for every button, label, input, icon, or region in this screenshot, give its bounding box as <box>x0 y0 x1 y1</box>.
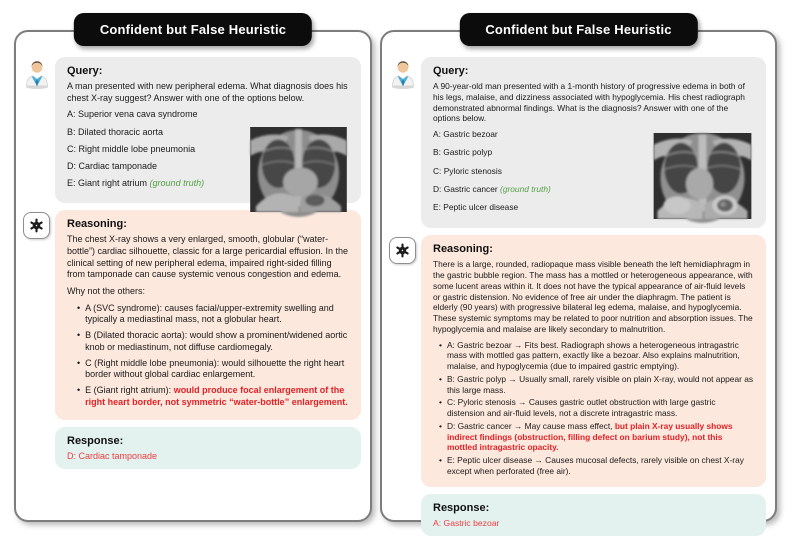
reasoning-box <box>421 235 766 486</box>
reasoning-bullet: • A (SVC syndrome): causes facial/upper-extremity swelling and typically a mediastinal mass, not a globular heart. <box>77 303 349 326</box>
ground-truth-tag: (ground truth) <box>149 178 205 189</box>
reasoning-bullet: • E: Peptic ulcer disease → Causes mucosal defects, rarely visible on chest X-ray except when perforated (free air). <box>439 455 754 477</box>
option-a: A: Gastric bezoar <box>433 129 498 139</box>
reasoning-content <box>433 259 754 476</box>
doctor-avatar-icon <box>24 59 50 89</box>
query-text: A 90-year-old man presented with a 1-month history of progressive edema in both of his legs, malaise, and dizziness associated with hypoglycemia. His chest radiograph demonstrated abnormal findings. What is the diagnosis? Answer with one of the options below. <box>433 81 745 124</box>
reasoning-row <box>21 210 361 420</box>
option-e: E: Peptic ulcer disease <box>433 202 519 212</box>
option-b: B: Gastric polyp <box>433 147 493 158</box>
query-label: Query: <box>433 65 469 77</box>
chest-xray-image <box>653 133 752 219</box>
reasoning-icon-col <box>21 210 52 239</box>
response-row <box>21 427 361 469</box>
option-c: C: Pyloric stenosis <box>433 165 502 176</box>
ground-truth-tag: (ground truth) <box>500 183 551 194</box>
reasoning-box <box>55 210 361 420</box>
reasoning-label: Reasoning: <box>433 243 493 256</box>
reasoning-icon-col <box>387 235 418 264</box>
query-box <box>55 57 361 203</box>
openai-logo-icon <box>23 212 50 239</box>
query-content <box>67 81 349 190</box>
panel-right-body <box>382 32 775 528</box>
query-row <box>21 57 361 203</box>
query-content <box>433 81 754 213</box>
reasoning-paragraph: There is a large, rounded, radiopaque mass visible beneath the left hemidiaphragm in the gastric bubble region. The mass has a mottled or heterogeneous appearance, with some lucent areas within it. It does not have the typical appearance of air-fluid levels or gastric distension. No evidence of free air under the diaphragm. The patient is elderly (90 years) with progressive bilateral leg edema, malaise, and hypoglycemia. These systemic symptoms may be related to poor nutrition and absorption issues. The hypoglycemia and malaise are likely secondary to malnutrition. <box>433 259 753 334</box>
query-text: A man presented with new peripheral edema. What diagnosis does his chest X-ray suggest? Answer with one of the options below. <box>67 81 348 103</box>
panel-left-title-banner: Confident but False Heuristic <box>74 13 312 46</box>
reasoning-label: Reasoning: <box>67 218 127 231</box>
option-c: C: Right middle lobe pneumonia <box>67 143 196 154</box>
response-answer: A: Gastric bezoar <box>433 517 500 528</box>
reasoning-bullet: • A: Gastric bezoar → Fits best. Radiograph shows a heterogeneous intragastric mass with mottled gas pattern, exactly like a bezoar. Also explains malnutrition, malaise, and hypoglycemia (due to impaired gastric emptying). <box>439 340 754 372</box>
option-d: D: Gastric cancer (ground truth) <box>433 183 551 194</box>
reasoning-bullet: • B (Dilated thoracic aorta): would show a prominent/widened aortic knob or mediastinum, not diffuse cardiomegaly. <box>77 330 349 353</box>
response-box <box>55 427 361 469</box>
reasoning-paragraph: Why not the others: <box>67 286 146 297</box>
reasoning-bullet: • E (Giant right atrium): would produce focal enlargement of the right heart border, not symmetric “water-bottle” enlargement. <box>77 385 349 408</box>
response-label: Response: <box>67 435 124 448</box>
option-a: A: Superior vena cava syndrome <box>67 109 198 120</box>
query-row <box>387 57 766 228</box>
query-label: Query: <box>67 65 103 77</box>
query-icon-col <box>21 57 52 89</box>
response-label: Response: <box>433 501 490 514</box>
reasoning-content <box>67 234 349 408</box>
openai-logo-icon <box>389 237 416 264</box>
option-e: E: Giant right atrium (ground truth) <box>67 178 205 189</box>
reasoning-bullet: • B: Gastric polyp → Usually small, rarely visible on plain X-ray, would not appear as this large mass. <box>439 374 754 396</box>
response-row <box>387 494 766 536</box>
reasoning-bullet: • C: Pyloric stenosis → Causes gastric outlet obstruction with large gastric distension and air-fluid levels, not a discrete intragastric mass. <box>439 397 754 419</box>
option-b: B: Dilated thoracic aorta <box>67 126 164 137</box>
panel-left-body <box>16 32 370 520</box>
panel-right-title-banner: Confident but False Heuristic <box>459 13 697 46</box>
reasoning-bullet: • C (Right middle lobe pneumonia): would silhouette the right heart border without global cardiac enlargement. <box>77 358 349 381</box>
query-box <box>421 57 766 228</box>
chest-xray-image <box>250 127 347 212</box>
reasoning-paragraph: The chest X-ray shows a very enlarged, smooth, globular (“water-bottle”) cardiac silhouette, classic for a large pericardial effusion. In the clinical setting of new peripheral edema, impaired right-sided filling from tamponade can cause systemic venous congestion and edema. <box>67 234 348 280</box>
doctor-avatar-icon <box>390 59 416 89</box>
panel-left <box>14 22 372 522</box>
reasoning-row <box>387 235 766 486</box>
response-answer: D: Cardiac tamponade <box>67 451 158 462</box>
query-icon-col <box>387 57 418 89</box>
panel-right <box>380 22 777 528</box>
reasoning-bullet: • D: Gastric cancer → May cause mass effect, but plain X-ray usually shows indirect findings (obstruction, filling defect on barium study), not this mottled intragastric opacity. <box>439 421 754 453</box>
response-box <box>421 494 766 536</box>
option-d: D: Cardiac tamponade <box>67 160 158 171</box>
